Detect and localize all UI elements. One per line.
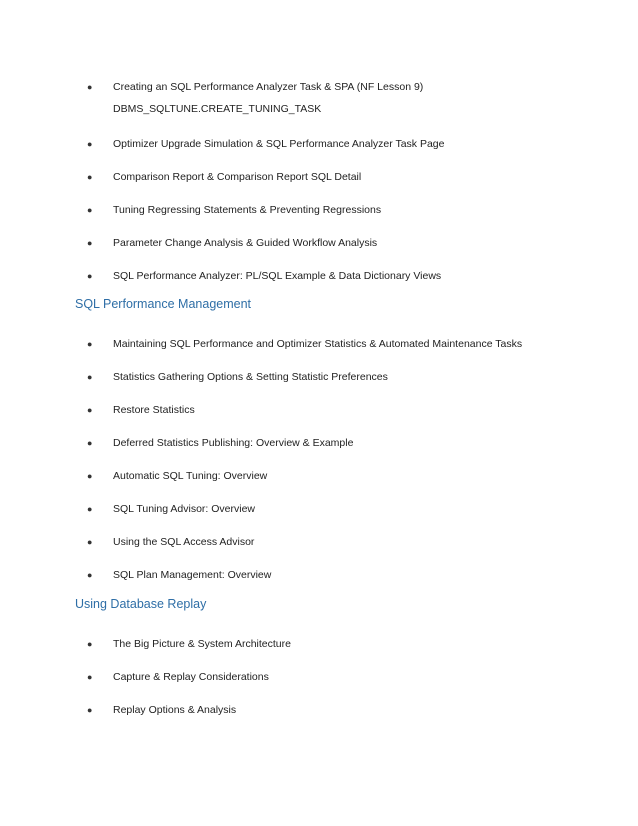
list-item <box>87 401 195 419</box>
section-heading: SQL Performance Management <box>75 297 252 311</box>
list-item-text: Creating an SQL Performance Analyzer Task & SPA (NF Lesson 9) <box>113 81 424 93</box>
bullet-icon: ● <box>87 504 93 514</box>
list-item <box>87 635 291 653</box>
list-item-text: Statistics Gathering Options & Setting Statistic Preferences <box>113 371 388 383</box>
list-item <box>87 267 441 285</box>
list-item <box>87 434 353 452</box>
bullet-icon: ● <box>87 705 93 715</box>
list-item-text: Using the SQL Access Advisor <box>113 536 255 548</box>
list-item <box>87 467 267 485</box>
bullet-icon: ● <box>87 537 93 547</box>
bullet-icon: ● <box>87 139 93 149</box>
list-item-text: Restore Statistics <box>113 404 195 416</box>
list-item-text: Optimizer Upgrade Simulation & SQL Performance Analyzer Task Page <box>113 138 445 150</box>
list-item <box>87 234 377 252</box>
bullet-icon: ● <box>87 238 93 248</box>
bullet-icon: ● <box>87 205 93 215</box>
list-item <box>87 335 522 353</box>
list-item-text: The Big Picture & System Architecture <box>113 638 291 650</box>
list-item <box>87 78 423 96</box>
bullet-icon: ● <box>87 82 93 92</box>
list-item-text: Automatic SQL Tuning: Overview <box>113 470 268 482</box>
list-item <box>87 368 388 386</box>
bullet-icon: ● <box>87 570 93 580</box>
bullet-icon: ● <box>87 172 93 182</box>
list-item <box>87 168 361 186</box>
list-item-text: Maintaining SQL Performance and Optimizer Statistics & Automated Maintenance Tasks <box>113 338 523 350</box>
list-item <box>87 566 271 584</box>
bullet-icon: ● <box>87 339 93 349</box>
bullet-icon: ● <box>87 372 93 382</box>
list-item-text: Replay Options & Analysis <box>113 704 237 716</box>
bullet-icon: ● <box>87 271 93 281</box>
list-item-continuation: DBMS_SQLTUNE.CREATE_TUNING_TASK <box>113 103 322 115</box>
bullet-icon: ● <box>87 639 93 649</box>
list-item-text: SQL Tuning Advisor: Overview <box>113 503 256 515</box>
list-item <box>87 135 445 153</box>
list-item <box>87 201 381 219</box>
bullet-icon: ● <box>87 471 93 481</box>
list-item-text: Deferred Statistics Publishing: Overview & Example <box>113 437 354 449</box>
list-item-text: SQL Performance Analyzer: PL/SQL Example & Data Dictionary Views <box>113 270 442 282</box>
list-item-text: Tuning Regressing Statements & Preventing Regressions <box>113 204 382 216</box>
bullet-icon: ● <box>87 438 93 448</box>
list-item-text: Comparison Report & Comparison Report SQL Detail <box>113 171 362 183</box>
bullet-icon: ● <box>87 405 93 415</box>
list-item <box>87 533 254 551</box>
list-item <box>87 668 269 686</box>
list-item-text: SQL Plan Management: Overview <box>113 569 272 581</box>
list-item <box>87 701 236 719</box>
bullet-icon: ● <box>87 672 93 682</box>
section-heading: Using Database Replay <box>75 597 207 611</box>
list-item <box>87 500 255 518</box>
list-item-text: Capture & Replay Considerations <box>113 671 269 683</box>
list-item-text: Parameter Change Analysis & Guided Workflow Analysis <box>113 237 378 249</box>
